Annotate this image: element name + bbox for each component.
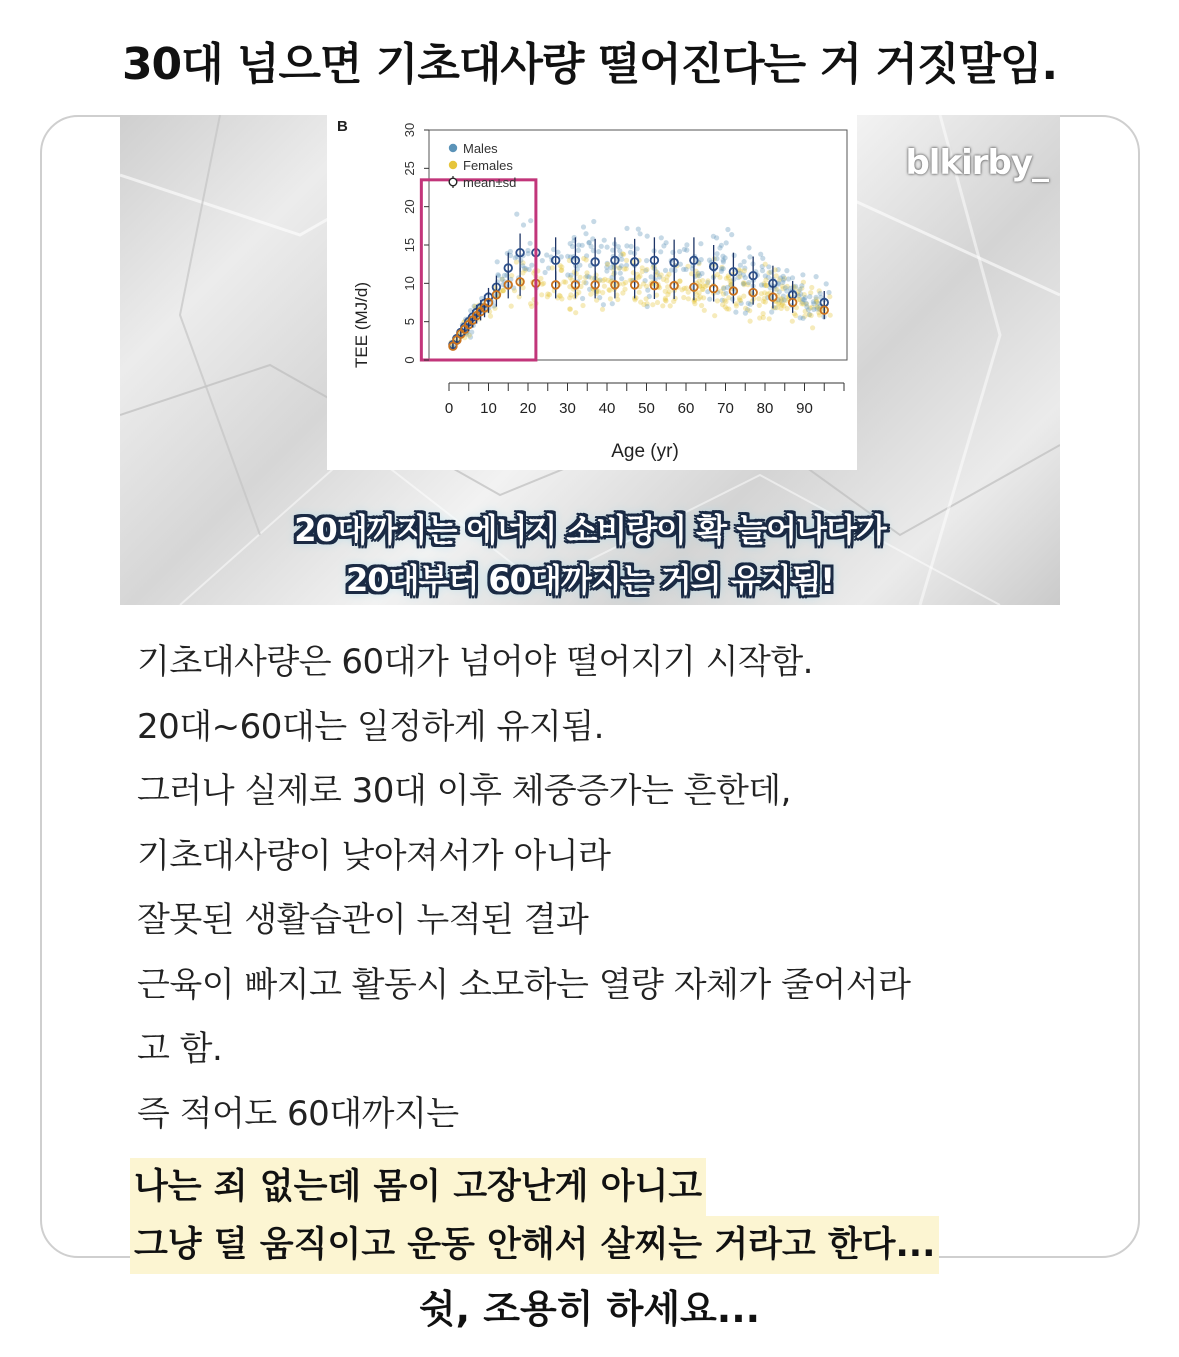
scatter-point [655, 300, 660, 305]
scatter-point [568, 307, 573, 312]
scatter-point [545, 291, 550, 296]
scatter-point [699, 257, 704, 262]
scatter-point [619, 276, 624, 281]
x-tick-label: 0 [444, 400, 454, 417]
scatter-point [763, 262, 768, 267]
highlighted-text [130, 1158, 939, 1274]
scatter-point [783, 285, 788, 290]
scatter-point [608, 296, 613, 301]
scatter-point [668, 303, 673, 308]
y-tick-label: 10 [402, 276, 417, 291]
scatter-point [509, 304, 514, 309]
scatter-point [561, 279, 566, 284]
scatter-point [721, 258, 726, 263]
scatter-point [785, 306, 790, 311]
scatter-point [667, 289, 672, 294]
scatter-point [609, 275, 614, 280]
y-tick-label: 0 [402, 356, 417, 364]
legend-label: Females [463, 158, 513, 173]
scatter-point [715, 298, 720, 303]
scatter-point [645, 234, 650, 239]
scatter-point [741, 281, 746, 286]
scatter-point [800, 272, 805, 277]
legend-label: Males [463, 141, 498, 156]
scatter-point [501, 288, 506, 293]
scatter-point [797, 287, 802, 292]
scatter-point [605, 245, 610, 250]
x-tick-label: 90 [796, 400, 813, 417]
scatter-point [763, 278, 768, 283]
scatter-point [559, 264, 564, 269]
panel-label: B [337, 118, 348, 135]
scatter-point [517, 294, 522, 299]
scatter-point [790, 319, 795, 324]
scatter-point [767, 316, 772, 321]
scatter-point [621, 281, 626, 286]
scatter-point [769, 309, 774, 314]
scatter-point [719, 269, 724, 274]
paragraph-line: 즉 적어도 60대까지는 [137, 1093, 459, 1134]
scatter-point [784, 268, 789, 273]
scatter-point [743, 275, 748, 280]
scatter-point [725, 227, 730, 232]
scatter-point [746, 245, 751, 250]
scatter-point [810, 325, 815, 330]
scatter-point [591, 219, 596, 224]
scatter-point [692, 297, 697, 302]
scatter-point [790, 275, 795, 280]
scatter-point [528, 241, 533, 246]
scatter-point [550, 265, 555, 270]
y-tick-label: 25 [402, 161, 417, 176]
x-tick-label: 10 [480, 400, 497, 417]
scatter-point [781, 274, 786, 279]
scatter-point [636, 227, 641, 232]
scatter-point [622, 266, 627, 271]
x-tick-label: 70 [717, 400, 734, 417]
tee-chart [327, 115, 857, 470]
scatter-point [520, 270, 525, 275]
scatter-point [814, 274, 819, 279]
scatter-point [599, 244, 604, 249]
scatter-point [602, 238, 607, 243]
scatter-point [684, 242, 689, 247]
scatter-point [743, 311, 748, 316]
scatter-point [804, 304, 809, 309]
scatter-point [557, 293, 562, 298]
scatter-point [638, 231, 643, 236]
legend-marker [449, 161, 457, 169]
scatter-point [568, 273, 573, 278]
scatter-point [624, 258, 629, 263]
scatter-point [576, 248, 581, 253]
paragraph-line: 고 함. [137, 1029, 223, 1069]
scatter-point [762, 290, 767, 295]
scatter-point [720, 302, 725, 307]
scatter-point [738, 298, 743, 303]
scatter-point [742, 259, 747, 264]
scatter-point [748, 319, 753, 324]
x-tick-label: 20 [519, 400, 537, 417]
scatter-point [500, 277, 505, 282]
scatter-point [741, 294, 746, 299]
scatter-point [584, 257, 589, 262]
scatter-point [777, 289, 782, 294]
scatter-point [712, 313, 717, 318]
scatter-point [764, 283, 769, 288]
scatter-point [793, 284, 798, 289]
scatter-point [747, 254, 752, 259]
scatter-point [573, 310, 578, 315]
scatter-point [520, 263, 525, 268]
scatter-point [707, 297, 712, 302]
scatter-point [761, 311, 766, 316]
scatter-point [732, 253, 737, 258]
scatter-point [495, 259, 500, 264]
scatter-point [798, 315, 803, 320]
scatter-point [660, 303, 665, 308]
scatter-point [756, 296, 761, 301]
scatter-point [514, 212, 519, 217]
scatter-point [780, 301, 785, 306]
tee-chart-svg [327, 115, 857, 470]
scatter-point [628, 250, 633, 255]
footer-text: 쉿, 조용히 하세요... [418, 1287, 761, 1331]
scatter-point [684, 267, 689, 272]
scatter-point [644, 267, 649, 272]
scatter-point [705, 278, 710, 283]
scatter-point [684, 248, 689, 253]
scatter-point [746, 301, 751, 306]
scatter-point [528, 301, 533, 306]
scatter-point [726, 275, 731, 280]
paragraph-line: 20대~60대는 일정하게 유지됨. [137, 706, 604, 747]
scatter-point [610, 301, 615, 306]
scatter-point [600, 307, 605, 312]
scatter-point [624, 243, 629, 248]
scatter-point [586, 240, 591, 245]
scatter-point [615, 297, 620, 302]
x-axis-label: Age (yr) [611, 441, 679, 462]
scatter-point [723, 291, 728, 296]
scatter-point [743, 306, 748, 311]
scatter-point [734, 301, 739, 306]
scatter-point [650, 302, 655, 307]
scatter-point [540, 258, 545, 263]
scatter-point [760, 256, 765, 261]
y-tick-label: 30 [402, 122, 417, 138]
legend-marker [449, 144, 457, 152]
scatter-point [714, 256, 719, 261]
scatter-point [814, 295, 819, 300]
scatter-point [761, 299, 766, 304]
scatter-point [729, 232, 734, 237]
scatter-point [584, 270, 589, 275]
scatter-point [699, 303, 704, 308]
scatter-point [661, 243, 666, 248]
scatter-point [543, 270, 548, 275]
scatter-point [607, 288, 612, 293]
scatter-point [637, 290, 642, 295]
scatter-point [645, 288, 650, 293]
scatter-point [714, 235, 719, 240]
x-tick-label: 80 [756, 400, 774, 417]
paragraph-line: 그러나 실제로 30대 이후 체중증가는 흔한데, [137, 771, 791, 811]
paragraph-line: 기초대사량이 낮아져서가 아니라 [137, 835, 611, 876]
scatter-point [602, 284, 607, 289]
scatter-point [677, 249, 682, 254]
scatter-point [730, 297, 735, 302]
scatter-point [583, 231, 588, 236]
scatter-point [809, 313, 814, 318]
scatter-point [521, 222, 526, 227]
paragraph-line: 잘못된 생활습관이 누적된 결과 [137, 900, 589, 940]
scatter-point [624, 226, 629, 231]
scatter-point [737, 271, 742, 276]
scatter-point [717, 245, 722, 250]
scatter-point [746, 280, 751, 285]
scatter-point [807, 294, 812, 299]
scatter-point [663, 297, 668, 302]
scatter-point [616, 244, 621, 249]
scatter-point [673, 296, 678, 301]
scatter-point [759, 282, 764, 287]
scatter-point [717, 275, 722, 280]
scatter-point [824, 281, 829, 286]
scatter-point [588, 292, 593, 297]
scatter-point [581, 224, 586, 229]
scatter-point [659, 272, 664, 277]
scatter-point [581, 280, 586, 285]
scatter-point [702, 308, 707, 313]
scatter-point [640, 265, 645, 270]
scatter-point [618, 271, 623, 276]
scatter-point [527, 267, 532, 272]
highlight-line: 나는 죄 없는데 몸이 고장난게 아니고 [130, 1158, 706, 1216]
x-tick-label: 30 [559, 400, 576, 417]
caption-line-2: 20대부터 60대까지는 거의 유지됨! [345, 561, 835, 599]
headline: 30대 넘으면 기초대사량 떨어진다는 거 거짓말임. [121, 39, 1058, 90]
x-tick-label: 40 [598, 400, 616, 417]
scatter-point [635, 246, 640, 251]
caption-line-1: 20대까지는 에너지 소비량이 확 늘어나다가 [294, 511, 886, 549]
scatter-point [604, 268, 609, 273]
scatter-point [809, 285, 814, 290]
chart-photo [120, 115, 1060, 605]
scatter-point [580, 243, 585, 248]
y-tick-label: 5 [402, 318, 417, 326]
scatter-point [638, 300, 643, 305]
watermark: blkirby_ [905, 143, 1048, 183]
scatter-point [686, 290, 691, 295]
y-tick-label: 20 [402, 199, 417, 214]
scatter-point [525, 248, 530, 253]
scatter-point [697, 273, 702, 278]
scatter-point [724, 240, 729, 245]
legend-label: mean±sd [463, 175, 517, 190]
scatter-point [567, 295, 572, 300]
scatter-point [659, 235, 664, 240]
scatter-point [641, 281, 646, 286]
legend-marker [449, 178, 457, 186]
scatter-point [580, 296, 585, 301]
paragraph [137, 630, 1077, 1146]
paragraph-line: 근육이 빠지고 활동시 소모하는 열량 자체가 줄어서라 [137, 964, 911, 1005]
scatter-point [518, 258, 523, 263]
x-tick-label: 50 [638, 400, 655, 417]
scatter-point [469, 330, 474, 335]
scatter-point [596, 289, 601, 294]
scatter-point [539, 292, 544, 297]
scatter-point [644, 296, 649, 301]
scatter-point [488, 314, 493, 319]
scatter-point [644, 258, 649, 263]
scatter-point [811, 307, 816, 312]
scatter-point [570, 244, 575, 249]
highlight-line: 그냥 덜 움직이고 운동 안해서 살찌는 거라고 한다... [130, 1216, 939, 1274]
x-tick-label: 60 [677, 400, 695, 417]
scatter-point [528, 218, 533, 223]
scatter-point [700, 278, 705, 283]
scatter-point [682, 286, 687, 291]
scatter-point [580, 303, 585, 308]
scatter-point [698, 241, 703, 246]
scatter-point [715, 251, 720, 256]
scatter-point [707, 258, 712, 263]
scatter-point [618, 253, 623, 258]
scatter-point [828, 313, 833, 318]
y-tick-label: 15 [402, 237, 417, 253]
scatter-point [620, 290, 625, 295]
scatter-point [578, 275, 583, 280]
scatter-point [733, 310, 738, 315]
scatter-point [811, 301, 816, 306]
scatter-point [742, 268, 747, 273]
scatter-point [827, 294, 832, 299]
scatter-point [686, 296, 691, 301]
scatter-point [658, 249, 663, 254]
scatter-point [596, 249, 601, 254]
scatter-point [757, 303, 762, 308]
paragraph-line: 기초대사량은 60대가 넘어야 떨어지기 시작함. [137, 642, 813, 682]
scatter-point [681, 295, 686, 300]
y-axis-label: TEE (MJ/d) [352, 282, 371, 368]
scatter-point [512, 288, 517, 293]
scatter-point [601, 302, 606, 307]
scatter-point [669, 267, 674, 272]
